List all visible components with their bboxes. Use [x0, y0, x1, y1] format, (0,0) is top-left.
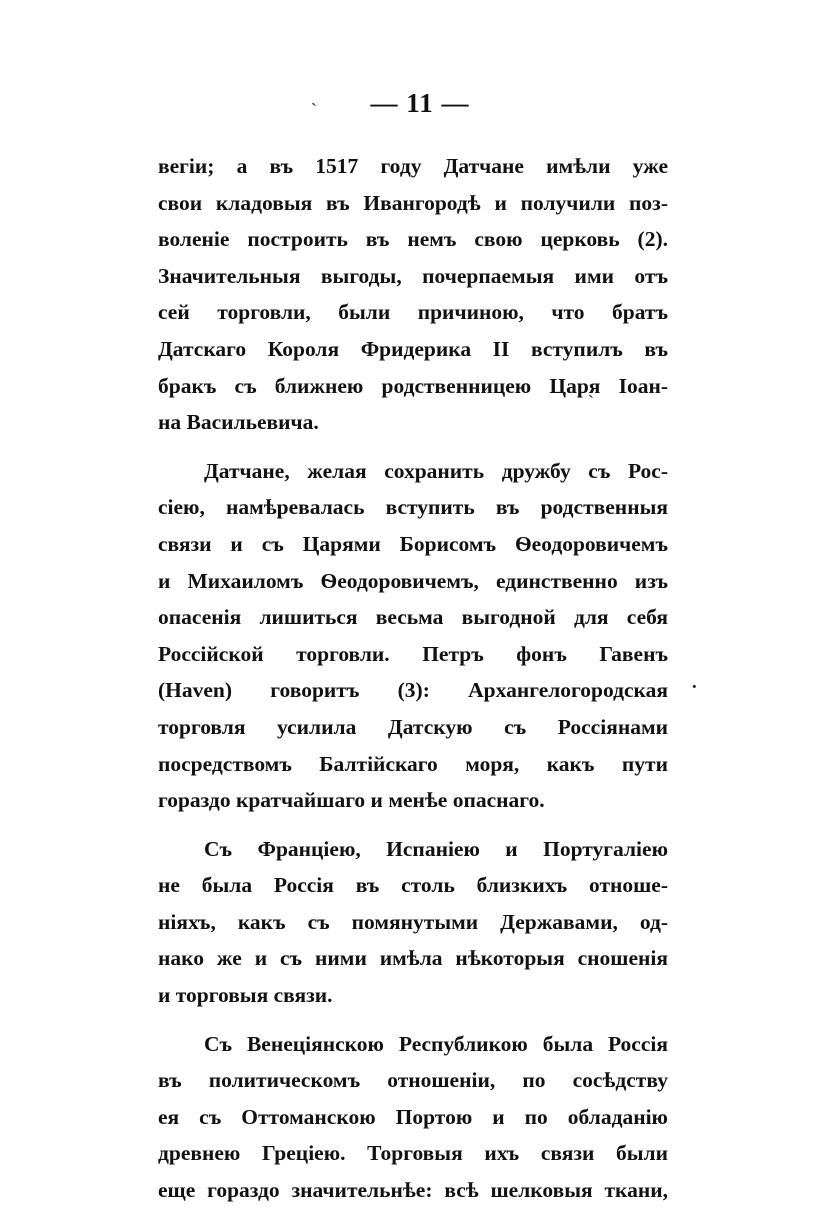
text-line: свои кладовыя въ Ивангородѣ и получили поз- [158, 190, 668, 215]
text-line: Съ Франціею, Испаніею и Португаліею [204, 836, 668, 861]
text-line: ея съ Оттоманскою Портою и по обладанію [158, 1104, 668, 1129]
text-line: бракъ съ ближнею родственницею Царя Іоан- [158, 373, 668, 398]
text-line: сіею, намѣревалась вступить въ родственныя [158, 495, 668, 520]
text-line: (Haven) говоритъ (3): Архангелогородская [158, 678, 668, 703]
text-line: сей торговли, были причиною, что братъ [158, 300, 668, 325]
paragraph [158, 148, 668, 441]
ink-tick-mark: ` [311, 100, 317, 120]
text-line: Датчане, желая сохранить дружбу съ Рос- [204, 458, 668, 483]
text-line: нако же и съ ними имѣла нѣкоторыя сношенія [158, 946, 668, 971]
text-line: воленіе построить въ немъ свою церковь (2). [158, 227, 668, 252]
paragraph [158, 453, 668, 819]
paragraph [158, 1026, 668, 1209]
body-text [158, 148, 668, 1209]
paragraph [158, 831, 668, 1014]
text-line: еще гораздо значительнѣе: всѣ шелковыя ткани, [158, 1178, 668, 1203]
text-line: Россійской торговли. Петръ фонъ Гавенъ [158, 641, 668, 666]
text-line: на Васильевича. [158, 410, 319, 435]
text-line: въ политическомъ отношеніи, по сосѣдству [158, 1068, 668, 1093]
ink-tick-mark: ` [588, 392, 594, 412]
text-line: связи и съ Царями Борисомъ Ѳеодоровичемъ [158, 531, 668, 556]
page-number: — 11 — [370, 88, 470, 118]
text-line: вегіи; а въ 1517 году Датчане имѣли уже [158, 154, 668, 178]
text-line: опасенія лишиться весьма выгодной для себя [158, 605, 668, 630]
ink-dot-mark: · [690, 672, 699, 701]
text-line: древнею Греціею. Торговыя ихъ связи были [158, 1141, 668, 1166]
text-line: и Михаиломъ Ѳеодоровичемъ, единственно изъ [158, 568, 668, 593]
text-line: Съ Венеціянскою Республикою была Россія [204, 1031, 668, 1056]
text-line: Датскаго Короля Фридерика II вступилъ въ [158, 336, 668, 361]
text-line: ніяхъ, какъ съ помянутыми Державами, од- [158, 909, 668, 934]
text-line: торговля усилила Датскую съ Россіянами [158, 714, 668, 739]
text-line: не была Россія въ столь близкихъ отноше- [158, 873, 668, 898]
text-line: посредствомъ Балтійскаго моря, какъ пути [158, 751, 668, 776]
text-line: и торговыя связи. [158, 983, 333, 1008]
text-line: Значительныя выгоды, почерпаемыя ими отъ [158, 263, 668, 288]
text-line: гораздо кратчайшаго и менѣе опаснаго. [158, 788, 545, 813]
